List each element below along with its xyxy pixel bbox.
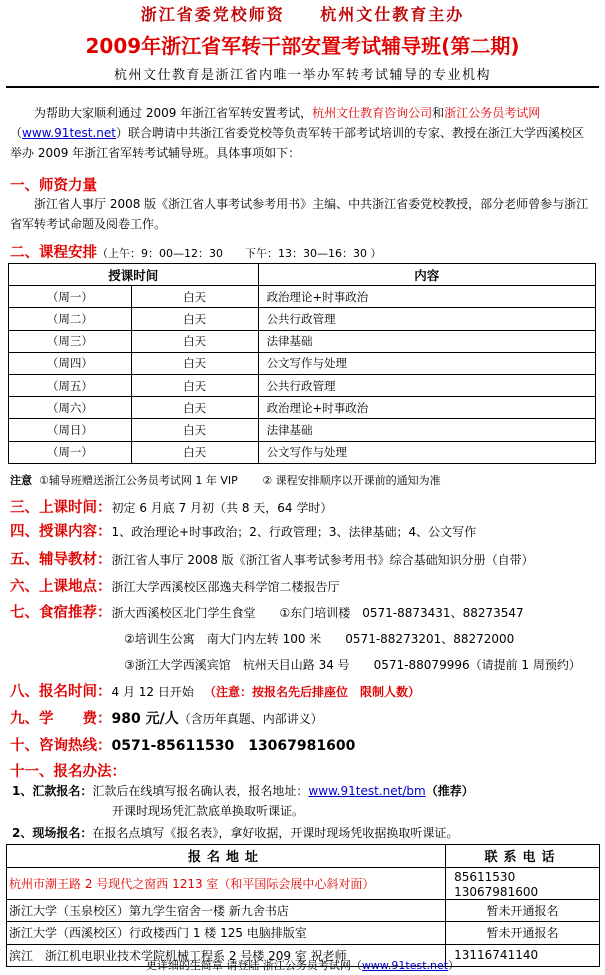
section-1-title: 一、师资力量 <box>10 178 97 194</box>
section-5-title: 五、辅导教材： <box>10 552 112 568</box>
schedule-col-content: 内容 <box>258 264 595 286</box>
schedule-content: 公共行政管理 <box>258 308 595 330</box>
table-row <box>7 867 600 899</box>
hotline-phones: 0571-85611530 13067981600 <box>111 738 356 754</box>
footer-text: 更详细的生简章 请登陆 浙江公务员考试网（ <box>145 959 362 972</box>
tuition-note: （含历年真题、内部讲义） <box>178 712 323 726</box>
section-3-text: 初定 6 月底 7 月初（共 8 天，64 学时） <box>111 501 333 515</box>
address-cell: 杭州市潮王路 2 号现代之窗西 1213 室（和平国际会展中心斜对面） <box>7 867 446 899</box>
note-1: ①辅导班赠送浙江公务员考试网 1 年 VIP <box>39 474 238 487</box>
site-url-link[interactable]: www.91test.net <box>22 126 116 140</box>
table-row <box>9 352 596 374</box>
schedule-content: 公共行政管理 <box>258 374 595 396</box>
notes-label: 注意 <box>10 474 32 487</box>
signup-date: 4 月 12 日开始 <box>111 685 194 699</box>
schedule-day: （周二） <box>9 308 132 330</box>
class-hours: （上午：9：00—12：30 下午：13：30—16：30 ） <box>97 247 382 260</box>
phone-cell: 暂未开通报名 <box>446 922 600 945</box>
lodging-line-2: ②培训生公寓 南大门内左转 100 米 0571-88273201、88272000 <box>124 632 515 646</box>
footer-close: ） <box>448 959 460 972</box>
address-col-addr: 报名地址 <box>7 845 446 868</box>
table-row <box>9 397 596 419</box>
table-row <box>9 330 596 352</box>
schedule-time: 白天 <box>131 397 258 419</box>
table-row <box>9 308 596 330</box>
section-10-title: 十、咨询热线： <box>10 738 112 754</box>
address-col-phone: 联系电话 <box>446 845 600 868</box>
intro-and: 和 <box>432 106 445 120</box>
lodging-line-3: ③浙江大学西溪宾馆 杭州天目山路 34 号 0571-88079996（请提前 1 周预约） <box>124 658 581 672</box>
schedule-day: （周五） <box>9 374 132 396</box>
schedule-content: 政治理论+时事政治 <box>258 397 595 419</box>
intro-text-2: 联合聘请中共浙江省委党校等负责军转干部考试培训的专家、教授在浙江大学西溪校区举办 2009 年浙江省军转考试辅导班。具体事项如下： <box>10 126 585 160</box>
method-1-label: 1、汇款报名： <box>12 784 93 798</box>
schedule-time: 白天 <box>131 419 258 441</box>
section-5-text: 浙江省人事厅 2008 版《浙江省人事考试参考用书》综合基础知识分册（自带） <box>111 553 534 567</box>
table-row <box>9 374 596 396</box>
method-2-label: 2、现场报名： <box>12 826 93 840</box>
organizer-2: 杭州文仕教育主办 <box>320 5 465 24</box>
section-7-title: 七、食宿推荐： <box>10 605 112 621</box>
schedule-time: 白天 <box>131 308 258 330</box>
org-link-b[interactable]: 浙江公务员考试网 <box>444 106 541 120</box>
signup-note: （注意：按报名先后排座位 限制人数） <box>203 685 420 699</box>
schedule-day: （周六） <box>9 397 132 419</box>
section-4-title: 四、授课内容： <box>10 524 112 540</box>
phone-cell: 暂未开通报名 <box>446 899 600 922</box>
section-3-title: 三、上课时间： <box>10 500 112 516</box>
schedule-header-row <box>9 264 596 286</box>
schedule-time: 白天 <box>131 441 258 463</box>
schedule-day: （周一） <box>9 441 132 463</box>
address-table <box>6 844 600 967</box>
section-10 <box>10 734 355 755</box>
section-8-title: 八、报名时间： <box>10 684 112 700</box>
section-7 <box>10 601 524 622</box>
schedule-time: 白天 <box>131 330 258 352</box>
signup-url-link[interactable]: www.91test.net/bm <box>308 784 426 798</box>
schedule-time: 白天 <box>131 286 258 308</box>
section-11-title: 十一、报名办法： <box>10 764 126 780</box>
section-4-text: 1、政治理论+时事政治；2、行政管理；3、法律基础；4、公文写作 <box>111 525 477 539</box>
schedule-day: （周一） <box>9 286 132 308</box>
signup-method-1 <box>12 782 474 799</box>
table-row <box>7 899 600 922</box>
schedule-col-time: 授课时间 <box>9 264 259 286</box>
phone-cell: 13116741140 <box>446 944 600 967</box>
intro-paragraph <box>10 103 596 163</box>
schedule-table <box>8 263 596 464</box>
section-5 <box>10 548 534 569</box>
signup-method-2 <box>12 824 458 841</box>
header-divider <box>6 86 599 88</box>
organizer-1: 浙江省委党校师资 <box>140 5 285 24</box>
paren-open: （ <box>10 126 23 140</box>
address-cell: 滨江 浙江机电职业技术学院机械工程系 2 号楼 209 室 祝老师 <box>7 944 446 967</box>
schedule-content: 法律基础 <box>258 330 595 352</box>
schedule-content: 政治理论+时事政治 <box>258 286 595 308</box>
intro-text-1: 为帮助大家顺利通过 2009 年浙江省军转安置考试， <box>34 106 313 120</box>
schedule-content: 公文写作与处理 <box>258 352 595 374</box>
section-8 <box>10 680 420 701</box>
paren-close: ） <box>116 126 129 140</box>
section-6 <box>10 575 340 596</box>
address-header-row <box>7 845 600 868</box>
method-1-text-2: 开课时现场凭汇款底单换取听课证。 <box>112 804 305 818</box>
section-9 <box>10 707 323 728</box>
schedule-day: （周三） <box>9 330 132 352</box>
section-3 <box>10 496 332 517</box>
section-1-text: 浙江省人事厅 2008 版《浙江省人事考试参考用书》主编、中共浙江省委党校教授，部分老师曾参与浙江省军转考试命题及阅卷工作。 <box>10 197 589 231</box>
note-2: ② 课程安排顺序以开课前的通知为准 <box>262 474 441 487</box>
table-row <box>7 922 600 945</box>
method-2-text: 在报名点填写《报名表》，拿好收据，开课时现场凭收据换取听课证。 <box>92 826 459 840</box>
schedule-content: 法律基础 <box>258 419 595 441</box>
organizer-banner <box>0 2 605 25</box>
footer-url-link[interactable]: www.91test.net <box>361 959 449 972</box>
page-subtitle: 杭州文仕教育是浙江省内唯一举办军转考试辅导的专业机构 <box>113 68 491 83</box>
tuition-price: 980 元/人 <box>111 711 179 727</box>
footer <box>0 957 605 973</box>
recommended-tag: （推荐） <box>425 784 474 798</box>
schedule-notes <box>10 472 441 488</box>
schedule-content: 公文写作与处理 <box>258 441 595 463</box>
section-6-title: 六、上课地点： <box>10 579 112 595</box>
table-row <box>9 441 596 463</box>
schedule-time: 白天 <box>131 374 258 396</box>
section-2-heading <box>10 241 381 262</box>
schedule-day: （周日） <box>9 419 132 441</box>
page-title: 2009年浙江省军转干部安置考试辅导班(第二期) <box>85 34 520 58</box>
lodging-line-1: 浙大西溪校区北门学生食堂 ①东门培训楼 0571-8873431、88273547 <box>111 606 524 620</box>
method-1-text: 汇款后在线填写报名确认表，报名地址： <box>92 784 309 798</box>
section-6-text: 浙江大学西溪校区邵逸夫科学馆二楼报告厅 <box>111 580 340 594</box>
section-9-title: 九、学 费： <box>10 711 112 727</box>
address-cell: 浙江大学（玉泉校区）第九学生宿舍一楼 新九舍书店 <box>7 899 446 922</box>
table-row <box>9 286 596 308</box>
schedule-time: 白天 <box>131 352 258 374</box>
section-4 <box>10 520 476 541</box>
table-row <box>9 419 596 441</box>
address-cell: 浙江大学（西溪校区）行政楼西门 1 楼 125 电脑排版室 <box>7 922 446 945</box>
schedule-day: （周四） <box>9 352 132 374</box>
phone-cell: 85611530 13067981600 <box>446 867 600 899</box>
section-2-title: 二、课程安排 <box>10 245 97 261</box>
org-link-a[interactable]: 杭州文仕教育咨询公司 <box>312 106 433 120</box>
